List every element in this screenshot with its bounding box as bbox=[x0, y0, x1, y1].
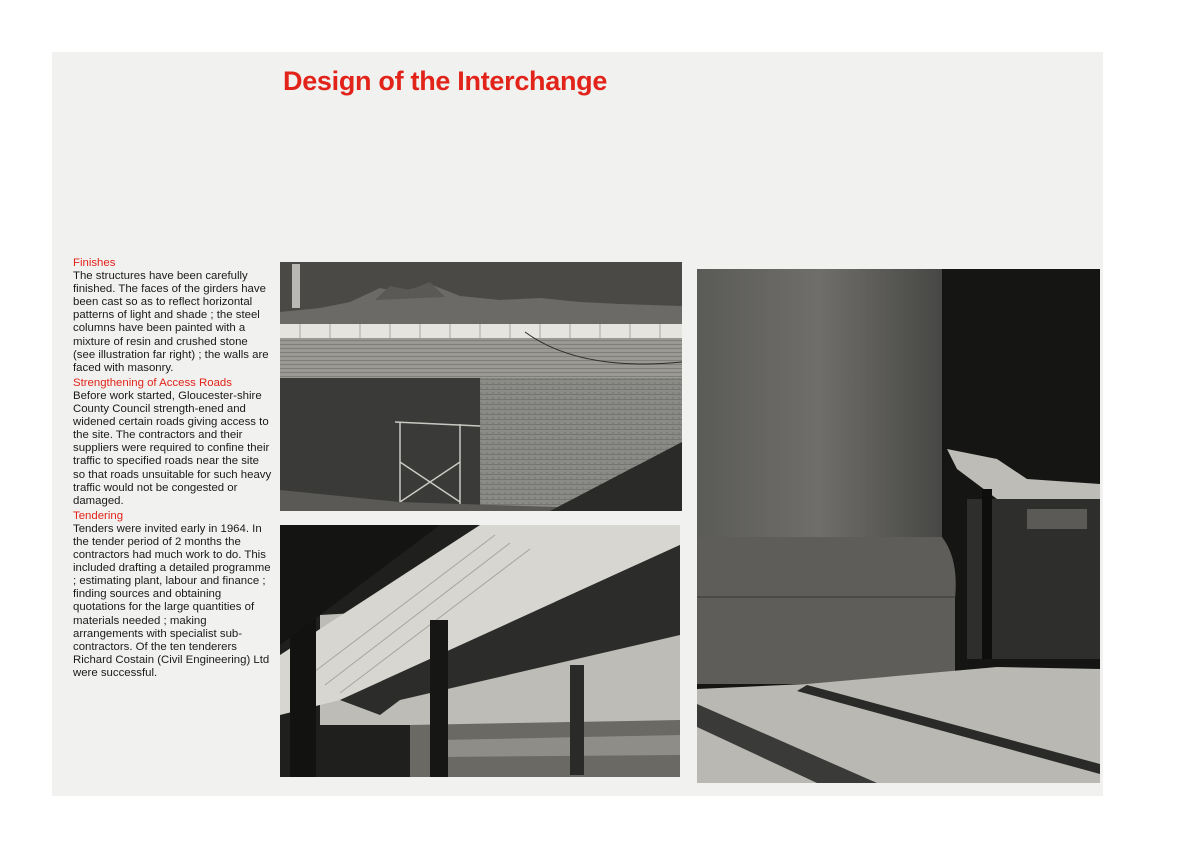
photo-painted-steel-column bbox=[697, 269, 1100, 783]
section-body-finishes: The structures have been carefully finished. The faces of the girders have been cast so as to reflect horizontal patterns of light and shade ; the steel columns have been painted with a mixture of resin and crushed stone (see illustration far right) ; the walls are faced with masonry. bbox=[73, 270, 269, 374]
page-title: Design of the Interchange bbox=[283, 66, 608, 96]
section-heading-finishes: Finishes bbox=[73, 257, 116, 269]
section-heading-tendering: Tendering bbox=[73, 509, 124, 522]
section-body-tendering: Tenders were invited early in 1964. In the tender period of 2 months the contractors had much work to do. This included drafting a detailed programme ; estimating plant, labour and finance ; finding sources and obtaining quotations for the large quantities of materials needed ; making arrangements with specialist sub-contractors. Of the ten tenderers Richard Costain (Civil Engineering) Ltd were successful. bbox=[73, 522, 271, 679]
brochure-page bbox=[52, 52, 1103, 796]
photo-girder-and-masonry-wall bbox=[280, 262, 682, 511]
photo-overbridge-underside bbox=[280, 525, 680, 777]
section-heading-access-roads: Strengthening of Access Roads bbox=[73, 376, 232, 389]
section-body-access-roads: Before work started, Gloucester-shire County Council strength-ened and widened certain roads giving access to the site. The contractors and their suppliers were required to confine their traffic to specified roads near the site so that roads unsuitable for such heavy traffic would not be congested or damaged. bbox=[73, 389, 272, 507]
text-column bbox=[73, 257, 273, 682]
